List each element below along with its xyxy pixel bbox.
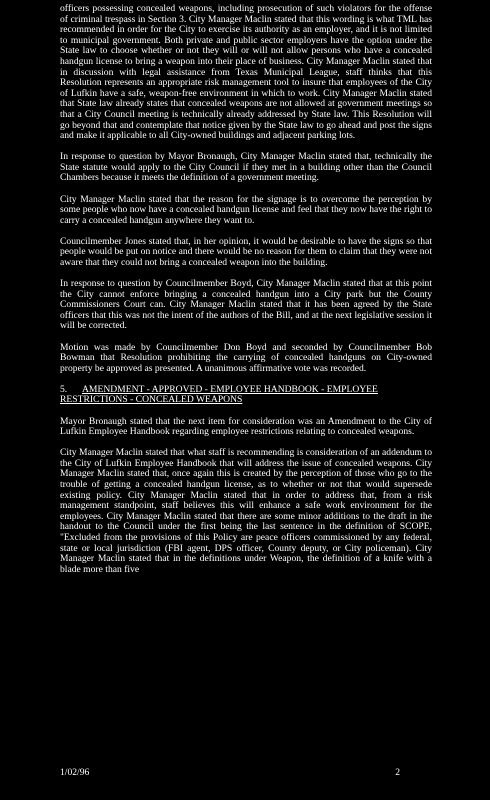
paragraph: City Manager Maclin stated that the reason for the signage is to overcome the perception by some people who now have a concealed handgun license and feel that they now have the right to carry a concealed handgun anywhere they want to. bbox=[60, 193, 432, 226]
footer-date: 1/02/96 bbox=[60, 767, 90, 778]
page-number: 2 bbox=[395, 767, 400, 778]
page-footer bbox=[60, 768, 400, 779]
paragraph: City Manager Maclin stated that what staff is recommending is consideration of an addendum to the City of Lufkin Employee Handbook that will address the issue of concealed weapons. City Manager Maclin stated that, once again this is created by the perception of those who go to the trouble of getting a concealed handgun license, as to whether or not that would supersede existing policy. City Manager Maclin stated that in order to address that, from a risk management standpoint, staff believes this will enhance a safe work environment for the employees. City Manager Maclin stated that there are some minor additions to the draft in the handout to the Council under the first being the last sentence in the definition of SCOPE, "Excluded from the provisions of this Policy are peace officers commissioned by any federal, state or local jurisdiction (FBI agent, DPS officer, County deputy, or City policeman). City Manager Maclin stated that in the definitions under Weapon, the definition of a knife with a blade more than five bbox=[60, 447, 432, 575]
paragraph: Motion was made by Councilmember Don Boyd and seconded by Councilmember Bob Bowman that Resolution prohibiting the carrying of concealed handguns on City-owned property be approved as presented. A unanimous affirmative vote was recorded. bbox=[60, 341, 432, 374]
paragraph: officers possessing concealed weapons, including prosecution of such violators for the offense of criminal trespass in Section 3. City Manager Maclin stated that this wording is what TML has recommended in order for the City to exercise its authority as an employer, and it is not limited to municipal government. Both private and public sector employers have the option under the State law to choose whether or not they will or will not allow persons who have a concealed handgun license to bring a weapon into their place of business. City Manager Maclin stated that in discussion with legal assistance from Texas Municipal League, staff thinks that this Resolution represents an appropriate risk management tool to insure that employees of the City of Lufkin have a safe, weapon-free environment in which to work. City Manager Maclin stated that State law already states that concealed weapons are not allowed at government meetings so that a City Council meeting is technically already addressed by State law. This Resolution will go beyond that and contemplate that notice given by the State law to go ahead and post the signs and make it applicable to all City-owned buildings and adjacent parking lots. bbox=[60, 3, 432, 142]
paragraph: Councilmember Jones stated that, in her opinion, it would be desirable to have the signs so that people would be put on notice and there would be no reason for them to claim that they were not aware that they could not bring a concealed weapon into the building. bbox=[60, 235, 432, 268]
section-number: 5. bbox=[60, 383, 68, 395]
section-heading bbox=[60, 385, 432, 406]
section-title: AMENDMENT - APPROVED - EMPLOYEE HANDBOOK - EMPLOYEE RESTRICTIONS - CONCEALED WEAPONS bbox=[60, 383, 378, 406]
paragraph: In response to question by Councilmember Boyd, City Manager Maclin stated that at this point the City cannot enforce bringing a concealed handgun into a City park but the County Commissioners Court can. City Manager Maclin stated that it has been agreed by the State officers that this was not the intent of the authors of the Bill, and at the next legislative session it will be corrected. bbox=[60, 278, 432, 332]
paragraph: In response to question by Mayor Bronaugh, City Manager Maclin stated that, technically the State statute would apply to the City Council if they met in a building other than the Council Chambers because it meets the definition of a government meeting. bbox=[60, 151, 432, 184]
paragraph: Mayor Bronaugh stated that the next item for consideration was an Amendment to the City of Lufkin Employee Handbook regarding employee restrictions relating to concealed weapons. bbox=[60, 415, 432, 438]
